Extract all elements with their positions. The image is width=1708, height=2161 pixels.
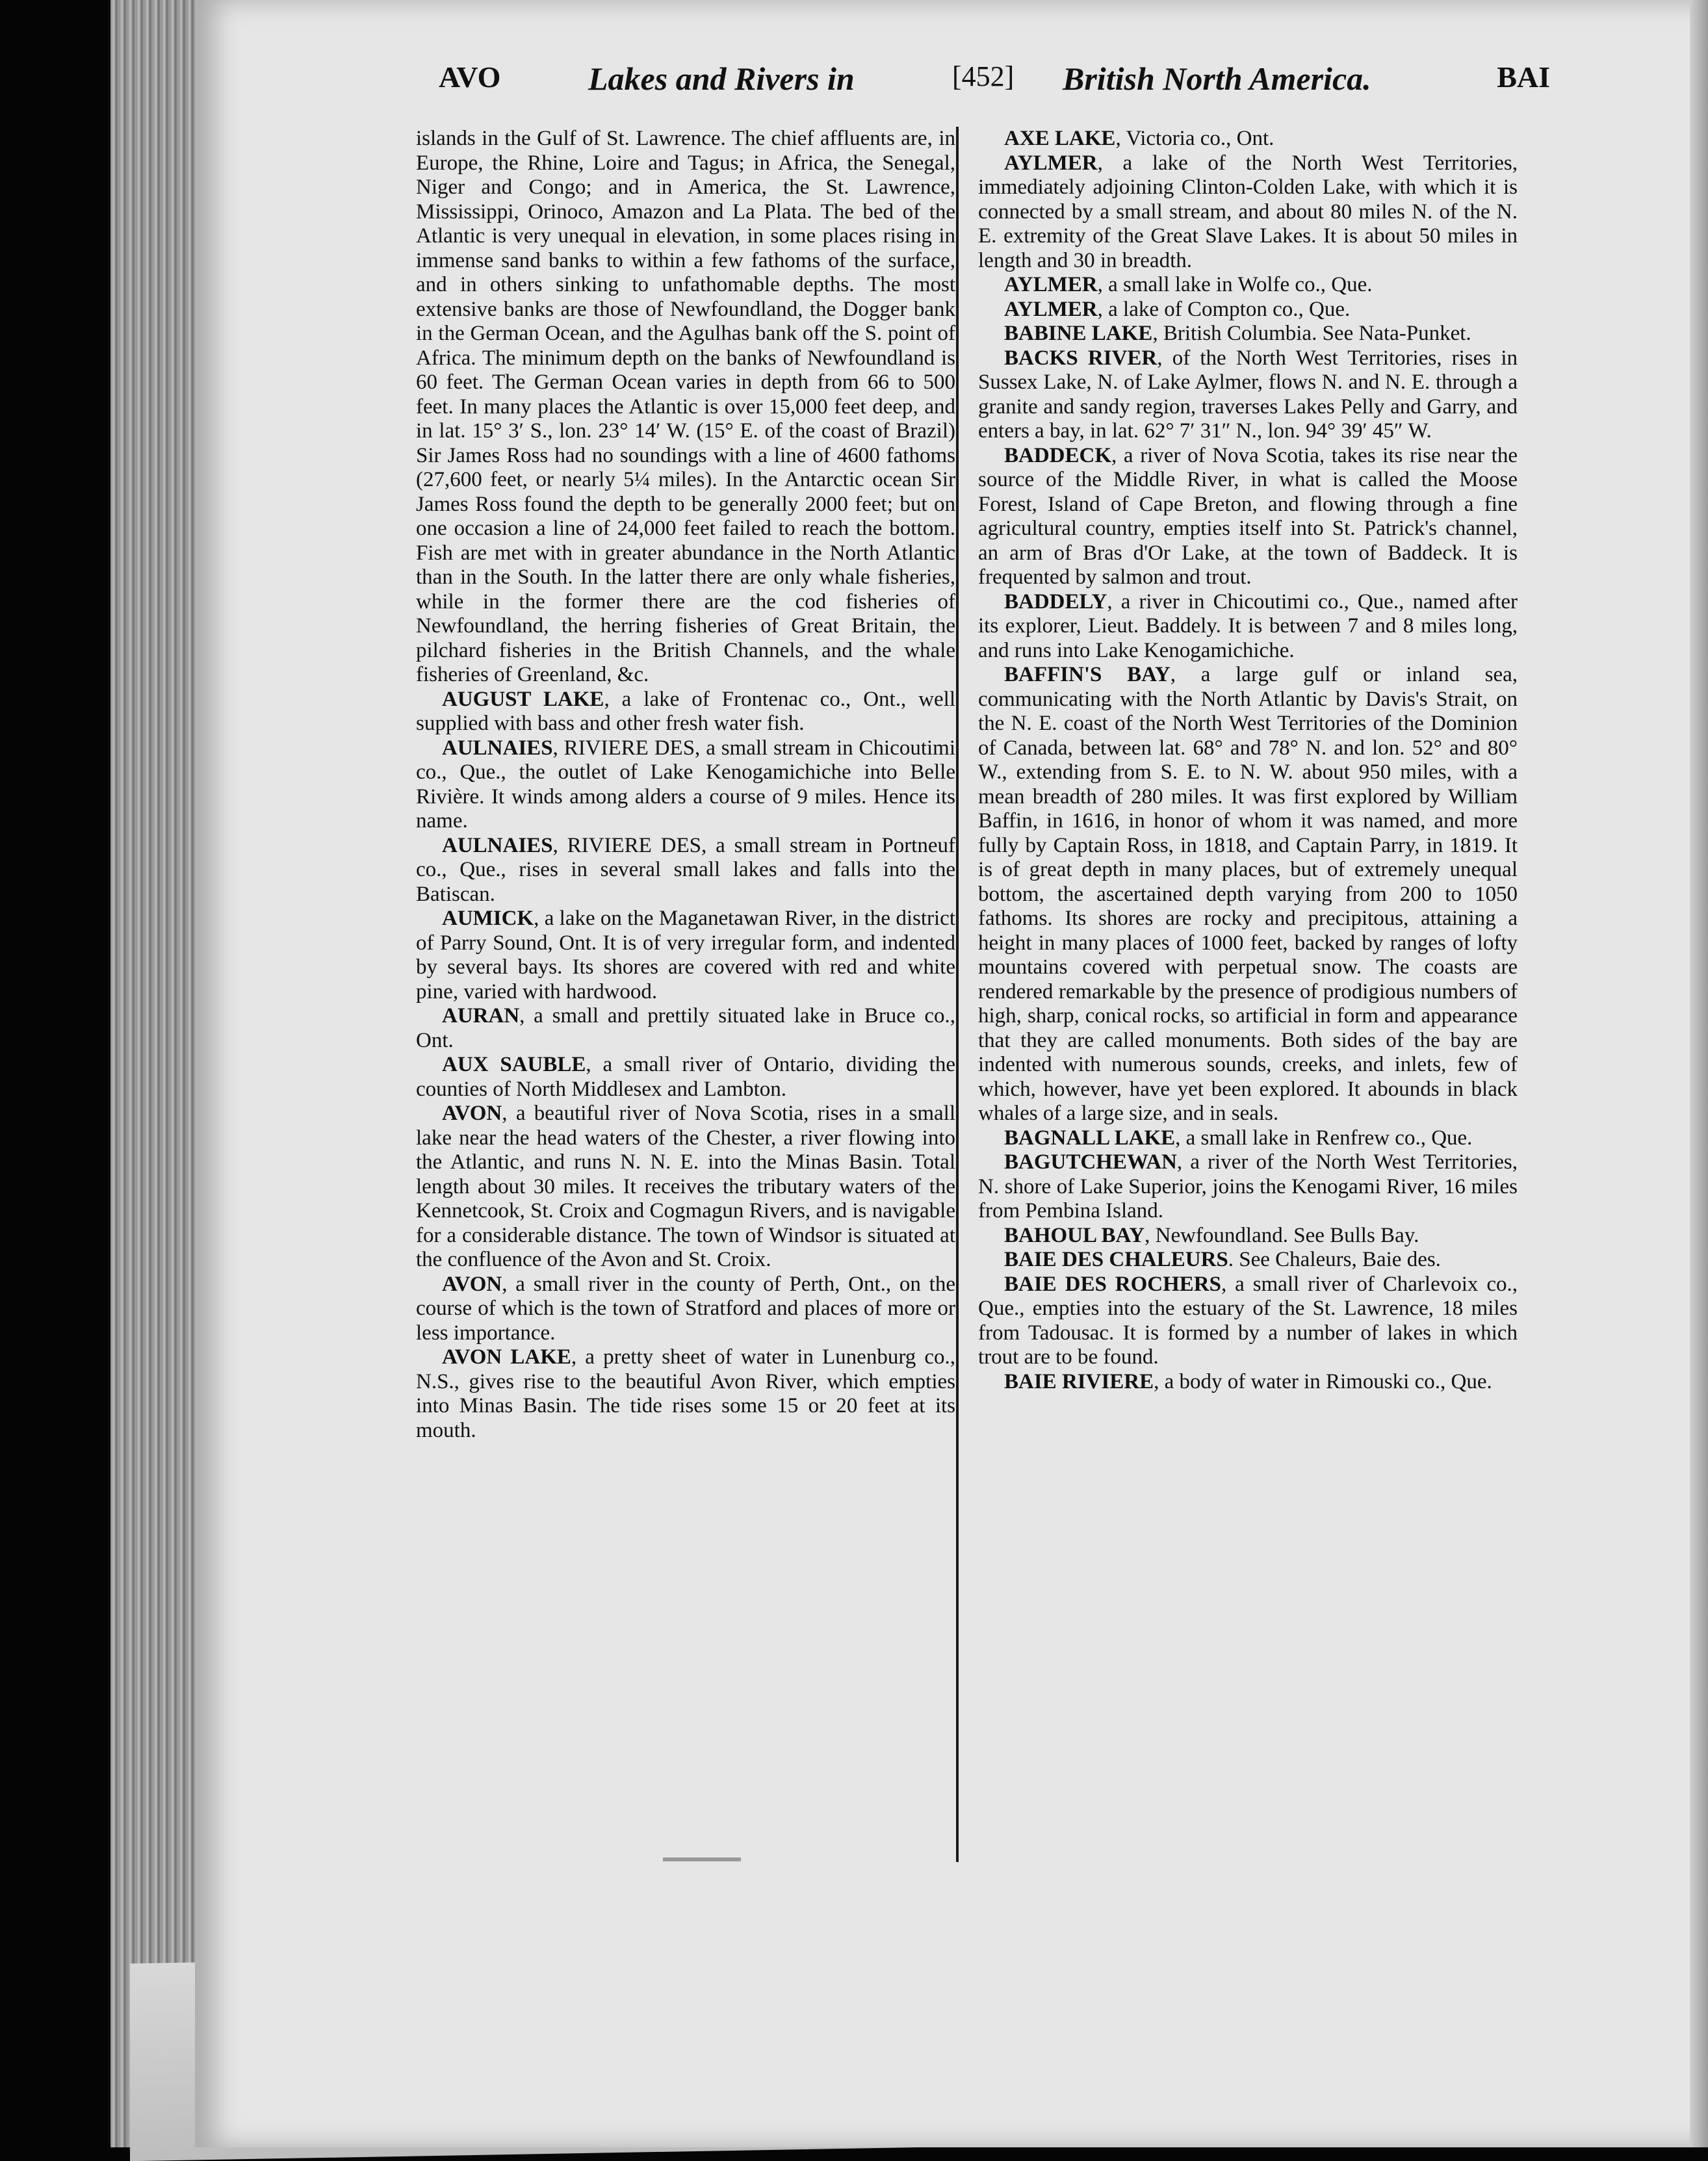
- right-guide-word: BAI: [1497, 60, 1550, 94]
- entry-paragraph: BAIE DES ROCHERS, a small river of Charlevoix co., Que., empties into the estuary of the St. Lawrence, 18 miles from Tadousac. It is formed by a number of lakes in which trout are to be found.: [978, 1272, 1518, 1369]
- entry-headword: BAIE RIVIERE: [1004, 1369, 1154, 1393]
- entry-headword: BAGNALL LAKE: [1004, 1126, 1176, 1150]
- entry-paragraph: BAIE DES CHALEURS. See Chaleurs, Baie des.: [1004, 1248, 1441, 1271]
- entry-headword: AVON: [442, 1102, 502, 1125]
- entry-paragraph: BAGNALL LAKE, a small lake in Renfrew co., Que.: [1004, 1126, 1473, 1150]
- column-divider-rule: [956, 127, 959, 1862]
- entry-paragraph: AXE LAKE, Victoria co., Ont.: [1004, 127, 1275, 150]
- entry-paragraph: AVON, a small river in the county of Perth, Ont., on the course of which is the town of Stratford and places of more or less importance.: [416, 1272, 955, 1345]
- entry-paragraph: islands in the Gulf of St. Lawrence. The chief affluents are, in Europe, the Rhine, Loire and Tagus; in Africa, the Senegal, Niger and Congo; and in America, the St. Lawrence, Mississippi, Orinoco, Amazon and La Plata. The bed of the Atlantic is very unequal in elevation, in some places rising in immense sand banks to within a few fathoms of the surface, and in others sinking to unfathomable depths. The most extensive banks are those of Newfoundland, the Dogger bank in the German Ocean, and the Agulhas bank off the S. point of Africa. The minimum depth on the banks of Newfoundland is 60 feet. The German Ocean varies in depth from 66 to 500 feet. In many places the Atlantic is over 15,000 feet deep, and in lat. 15° 3′ S., lon. 23° 14′ W. (15° E. of the coast of Brazil) Sir James Ross had no soundings with a line of 4600 fathoms (27,600 feet, or nearly 5¼ miles). In the Antarctic ocean Sir James Ross found the depth to be generally 2000 feet; but on one occasion a line of 24,000 feet failed to reach the bottom. Fish are met with in greater abundance in the North Atlantic than in the South. In the latter there are only whale fisheries, while in the former there are the cod fisheries of Newfoundland, the herring fisheries of Great Britain, the pilchard fisheries in the British Channels, and the whale fisheries of Greenland, &c.: [416, 127, 955, 686]
- entry-headword: AXE LAKE: [1004, 127, 1116, 150]
- entry-paragraph: AYLMER, a lake of the North West Territories, immediately adjoining Clinton-Colden Lake, with which it is connected by a small stream, and about 80 miles N. of the N. E. extremity of the Great Slave Lakes. It is about 50 miles in length and 30 in breadth.: [978, 151, 1518, 272]
- entry-headword: BABINE LAKE: [1004, 322, 1153, 345]
- entry-headword: BAHOUL BAY: [1004, 1223, 1145, 1247]
- entry-headword: AUX SAUBLE: [442, 1053, 586, 1076]
- entry-headword: BAFFIN'S BAY: [1004, 663, 1171, 686]
- entry-paragraph: AURAN, a small and prettily situated lake in Bruce co., Ont.: [416, 1004, 955, 1052]
- entry-headword: BAGUTCHEWAN: [1004, 1150, 1177, 1174]
- entry-paragraph: BAGUTCHEWAN, a river of the North West Territories, N. shore of Lake Superior, joins the Kenogami River, 16 miles from Pembina Island.: [978, 1150, 1518, 1223]
- header-title-left: Lakes and Rivers in: [588, 60, 855, 97]
- entry-paragraph: BADDECK, a river of Nova Scotia, takes its rise near the source of the Middle River, in what is called the Moose Forest, Island of Cape Breton, and flowing through a fine agricultural country, empties itself into St. Patrick's channel, an arm of Bras d'Or Lake, at the town of Baddeck. It is frequented by salmon and trout.: [978, 443, 1518, 589]
- header-title-right: British North America.: [1063, 60, 1371, 97]
- entry-paragraph: AUGUST LAKE, a lake of Frontenac co., Ont., well supplied with bass and other fresh water fish.: [416, 687, 956, 735]
- entry-headword: BADDECK: [1004, 443, 1112, 467]
- facing-page-edge: [1690, 0, 1708, 2147]
- entry-headword: BACKS RIVER: [1004, 346, 1158, 370]
- entry-headword: AYLMER: [1004, 151, 1098, 175]
- entry-paragraph: BABINE LAKE, British Columbia. See Nata-Punket.: [1004, 322, 1471, 345]
- entry-paragraph: AULNAIES, RIVIERE DES, a small stream in Portneuf co., Que., rises in several small lakes and falls into the Batiscan.: [416, 833, 955, 906]
- entry-headword: AULNAIES: [442, 833, 553, 857]
- entry-headword: AURAN: [442, 1004, 520, 1028]
- running-header: [439, 60, 1550, 112]
- entry-paragraph: AULNAIES, RIVIERE DES, a small stream in Chicoutimi co., Que., the outlet of Lake Kenogamichiche into Belle Rivière. It winds among alders a course of 9 miles. Hence its name.: [416, 736, 955, 833]
- entry-paragraph: BAHOUL BAY, Newfoundland. See Bulls Bay.: [1004, 1223, 1419, 1247]
- entry-headword: AYLMER: [1004, 297, 1098, 321]
- entry-headword: AVON LAKE: [442, 1345, 571, 1369]
- ink-smudge: [663, 1857, 741, 1861]
- right-column: [978, 127, 1518, 1394]
- entry-headword: AULNAIES: [442, 736, 553, 760]
- entry-paragraph: AUX SAUBLE, a small river of Ontario, dividing the counties of North Middlesex and Lambton.: [416, 1053, 955, 1101]
- page-number: [452]: [952, 60, 1015, 92]
- entry-headword: AYLMER: [1004, 273, 1098, 296]
- entry-paragraph: BAFFIN'S BAY, a large gulf or inland sea, communicating with the North Atlantic by Davis's Strait, on the N. E. coast of the North West Territories of the Dominion of Canada, between lat. 68° and 78° N. and lon. 52° and 80° W., extending from S. E. to N. W. about 950 miles, with a mean breadth of 280 miles. It was first explored by William Baffin, in 1616, in honor of whom it was named, and more fully by Captain Ross, in 1818, and Captain Parry, in 1819. It is of great depth in many places, but of extremely unequal bottom, the ascertained depth varying from 200 to 1050 fathoms. Its shores are rocky and precipitous, attaining a height in many places of 1000 feet, backed by ranges of lofty mountains covered with perpetual snow. The coasts are rendered remarkable by the presence of prodigious numbers of high, sharp, conical rocks, so artificial in form and appearance that they are called monuments. Both sides of the bay are indented with numerous sounds, creeks, and inlets, few of which, however, have yet been explored. It abounds in black whales of a large size, and in seals.: [978, 663, 1518, 1125]
- entry-paragraph: AVON LAKE, a pretty sheet of water in Lunenburg co., N.S., gives rise to the beautiful Avon River, which empties into Minas Basin. The tide rises some 15 or 20 feet at its mouth.: [416, 1345, 955, 1442]
- entry-paragraph: BAIE RIVIERE, a body of water in Rimouski co., Que.: [1004, 1369, 1492, 1393]
- entry-headword: BAIE DES ROCHERS: [1004, 1272, 1221, 1296]
- entry-paragraph: AYLMER, a small lake in Wolfe co., Que.: [1004, 273, 1373, 296]
- entry-paragraph: AUMICK, a lake on the Maganetawan River, in the district of Parry Sound, Ont. It is of very irregular form, and indented by several bays. Its shores are covered with red and white pine, varied with hardwood.: [416, 907, 955, 1003]
- entry-headword: BADDELY: [1004, 589, 1107, 614]
- entry-headword: AUGUST LAKE: [442, 687, 604, 711]
- left-column: [416, 127, 955, 1443]
- entry-paragraph: AYLMER, a lake of Compton co., Que.: [1004, 297, 1351, 321]
- left-guide-word: AVO: [439, 60, 501, 94]
- entry-paragraph: BADDELY, a river in Chicoutimi co., Que., named after its explorer, Lieut. Baddely. It is between 7 and 8 miles long, and runs into Lake Kenogamichiche.: [978, 589, 1518, 662]
- entry-headword: AUMICK: [442, 907, 534, 930]
- entry-headword: BAIE DES CHALEURS: [1004, 1248, 1228, 1271]
- entry-headword: AVON: [442, 1272, 502, 1296]
- entry-paragraph: BACKS RIVER, of the North West Territories, rises in Sussex Lake, N. of Lake Aylmer, flows N. and N. E. through a granite and sandy region, traverses Lakes Pelly and Garry, and enters a bay, in lat. 62° 7′ 31″ N., lon. 94° 39′ 45″ W.: [978, 346, 1518, 443]
- entry-paragraph: AVON, a beautiful river of Nova Scotia, rises in a small lake near the head waters of the Chester, a river flowing into the Atlantic, and runs N. N. E. into the Minas Basin. Total length about 30 miles. It receives the tributary waters of the Kennetcook, St. Croix and Cogmagun Rivers, and is navigable for a considerable distance. The town of Windsor is situated at the confluence of the Avon and St. Croix.: [416, 1102, 955, 1271]
